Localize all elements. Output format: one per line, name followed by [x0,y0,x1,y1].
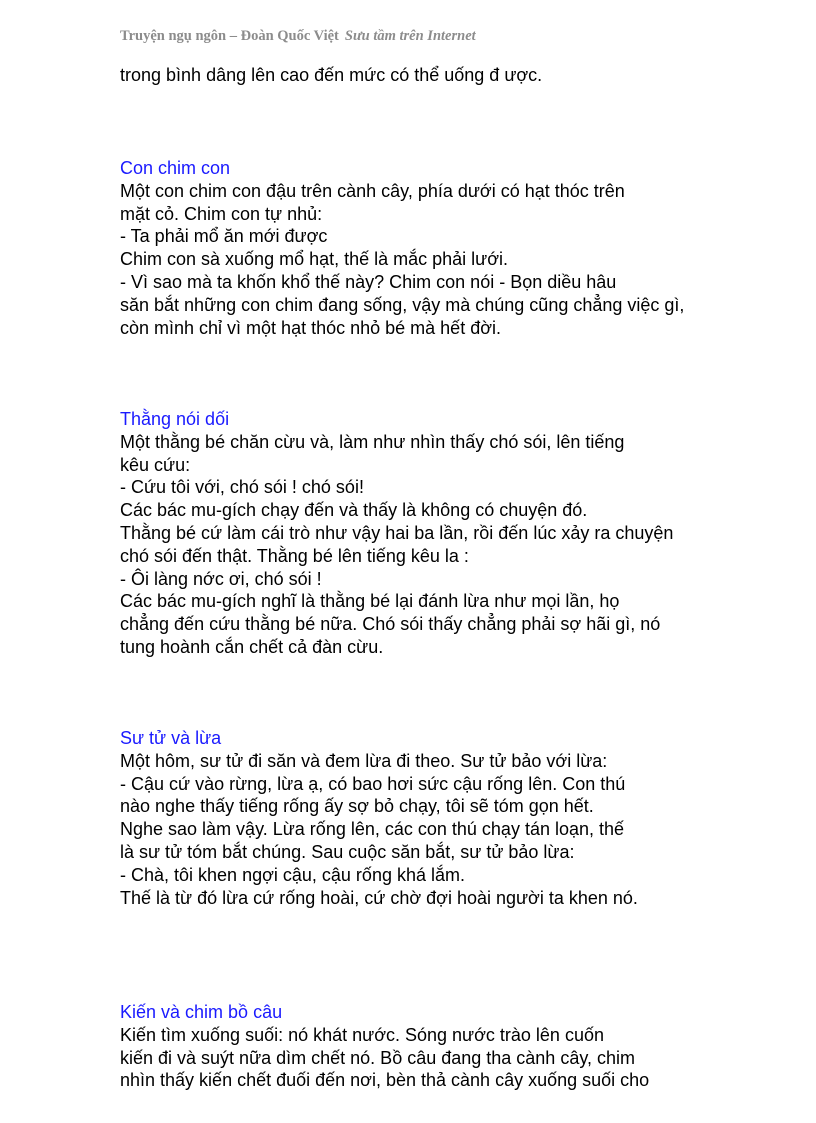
story-line: săn bắt những con chim đang sống, vậy mà chúng cũng chẳng việc gì, [120,294,685,315]
story-line: Một hôm, sư tử đi săn và đem lừa đi theo. Sư tử bảo với lừa: [120,750,608,771]
story-line: Các bác mu-gích nghĩ là thằng bé lại đánh lừa như mọi lần, họ [120,591,620,612]
story-title: Thằng nói dối [120,409,230,429]
header-source: Sưu tầm trên Internet [344,28,476,44]
story-line: chó sói đến thật. Thằng bé lên tiếng kêu la : [120,545,469,566]
story-title: Kiến và chim bồ câu [120,1002,283,1022]
story-title: Con chim con [120,158,231,178]
story-con-chim-con [120,157,800,339]
story-line: - Cậu cứ vào rừng, lừa ạ, có bao hơi sức cậu rống lên. Con thú [120,773,626,794]
story-kien-va-chim-bo-cau [120,1001,800,1092]
story-line: - Cứu tôi với, chó sói ! chó sói! [120,477,364,498]
story-line: tung hoành cắn chết cả đàn cừu. [120,636,384,657]
story-line: - Vì sao mà ta khốn khổ thế này? Chim con nói - Bọn diều hâu [120,271,617,292]
story-line: Một con chim con đậu trên cành cây, phía dưới có hạt thóc trên [120,180,625,201]
story-line: - Chà, tôi khen ngợi cậu, cậu rống khá lắm. [120,864,465,885]
story-line: - Ta phải mổ ăn mới được [120,226,328,247]
story-line: kêu cứu: [120,454,191,475]
story-line: chẳng đến cứu thằng bé nữa. Chó sói thấy chẳng phải sợ hãi gì, nó [120,614,661,635]
story-line: Nghe sao làm vậy. Lừa rống lên, các con thú chạy tán loạn, thế [120,819,625,840]
continued-paragraph: trong bình dâng lên cao đến mức có thể uống đ ược. [120,65,543,85]
story-line: nhìn thấy kiến chết đuối đến nơi, bèn thả cành cây xuống suối cho [120,1070,650,1091]
story-line: mặt cỏ. Chim con tự nhủ: [120,203,323,224]
story-line: Thế là từ đó lừa cứ rống hoài, cứ chờ đợi hoài người ta khen nó. [120,887,638,908]
story-line: Chim con sà xuống mổ hạt, thế là mắc phải lưới. [120,249,509,270]
story-line: Một thằng bé chăn cừu và, làm như nhìn thấy chó sói, lên tiếng [120,431,625,452]
story-line: Các bác mu-gích chạy đến và thấy là không có chuyện đó. [120,500,588,521]
story-su-tu-va-lua [120,727,800,909]
story-thang-noi-doi [120,408,800,659]
story-line: kiến đi và suýt nữa dìm chết nó. Bồ câu đang tha cành cây, chim [120,1047,636,1068]
story-line: Thằng bé cứ làm cái trò như vậy hai ba lần, rồi đến lúc xảy ra chuyện [120,522,674,543]
story-title: Sư tử và lừa [120,728,222,748]
story-line: nào nghe thấy tiếng rống ấy sợ bỏ chạy, tôi sẽ tóm gọn hết. [120,796,594,817]
story-line: - Ôi làng nớc ơi, chó sói ! [120,568,322,589]
story-line: là sư tử tóm bắt chúng. Sau cuộc săn bắt, sư tử bảo lừa: [120,841,575,862]
page-header [120,28,476,45]
story-line: còn mình chỉ vì một hạt thóc nhỏ bé mà hết đời. [120,317,502,338]
header-title: Truyện ngụ ngôn – Đoàn Quốc Việt [120,28,339,44]
story-line: Kiến tìm xuống suối: nó khát nước. Sóng nước trào lên cuốn [120,1024,604,1045]
